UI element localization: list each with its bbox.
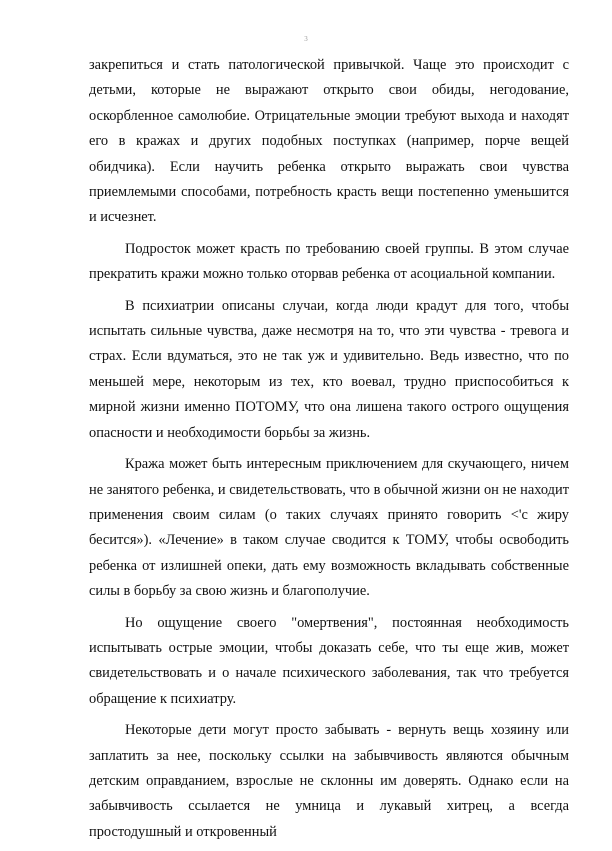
paragraph-group-theft: Подросток может красть по требованию своей группы. В этом случае прекратить кражи можно только оторвав ребенка от асоциальной компании.	[89, 240, 569, 283]
paragraph-theft-adventure: Кража может быть интересным приключением для скучающего, ничем не занятого ребенка, и свидетельствовать, что в обычной жизни он не находит применения своим силам (о таких случаях принято говорить <'с жиру бесится»). «Лечение» в таком случае сводится к ТОМУ, чтобы освободить ребенка от излишней опеки, дать ему возможность вкладывать собственные силы в борьбу за свою жизнь и благополучие.	[89, 456, 569, 600]
paragraph-psychiatry-cases: В психиатрии описаны случаи, когда люди крадут для того, чтобы испытать сильные чувства, даже несмотря на то, что эти чувства - тревога и страх. Если вдуматься, это не так уж и удивительно. Ведь известно, что по меньшей мере, некоторым из тех, кто воевал, трудно приспособиться к мирной жизни именно ПОТОМУ, что она лишена такого острого ощущения опасности и необходимости борьбы за жизнь.	[89, 297, 569, 441]
body-text	[89, 53, 569, 851]
paragraph-forgetfulness: Некоторые дети могут просто забывать - вернуть вещь хозяину или заплатить за нее, поскольку ссылки на забывчивость являются обычным детским оправданием, взрослые не склонны им доверять. Однако если на забывчивость ссылается не умница и лукавый хитрец, а всегда простодушный и откровенный	[89, 722, 569, 840]
paragraph-mental-illness: Но ощущение своего "омертвения", постоянная необходимость испытывать острые эмоции, чтобы доказать себе, что ты еще жив, может свидетельствовать и о начале психического заболевания, так что требуется обращение к психиатру.	[89, 614, 569, 707]
paragraph-continuation: закрепиться и стать патологической привычкой. Чаще это происходит с детьми, которые не выражают открыто свои обиды, негодование, оскорбленное самолюбие. Отрицательные эмоции требуют выхода и находят его в кражах и других подобных поступках (например, порче вещей обидчика). Если научить ребенка открыто выражать свои чувства приемлемыми способами, потребность красть вещи постепенно уменьшится и исчезнет.	[89, 57, 569, 226]
page-number: 3	[304, 35, 308, 43]
